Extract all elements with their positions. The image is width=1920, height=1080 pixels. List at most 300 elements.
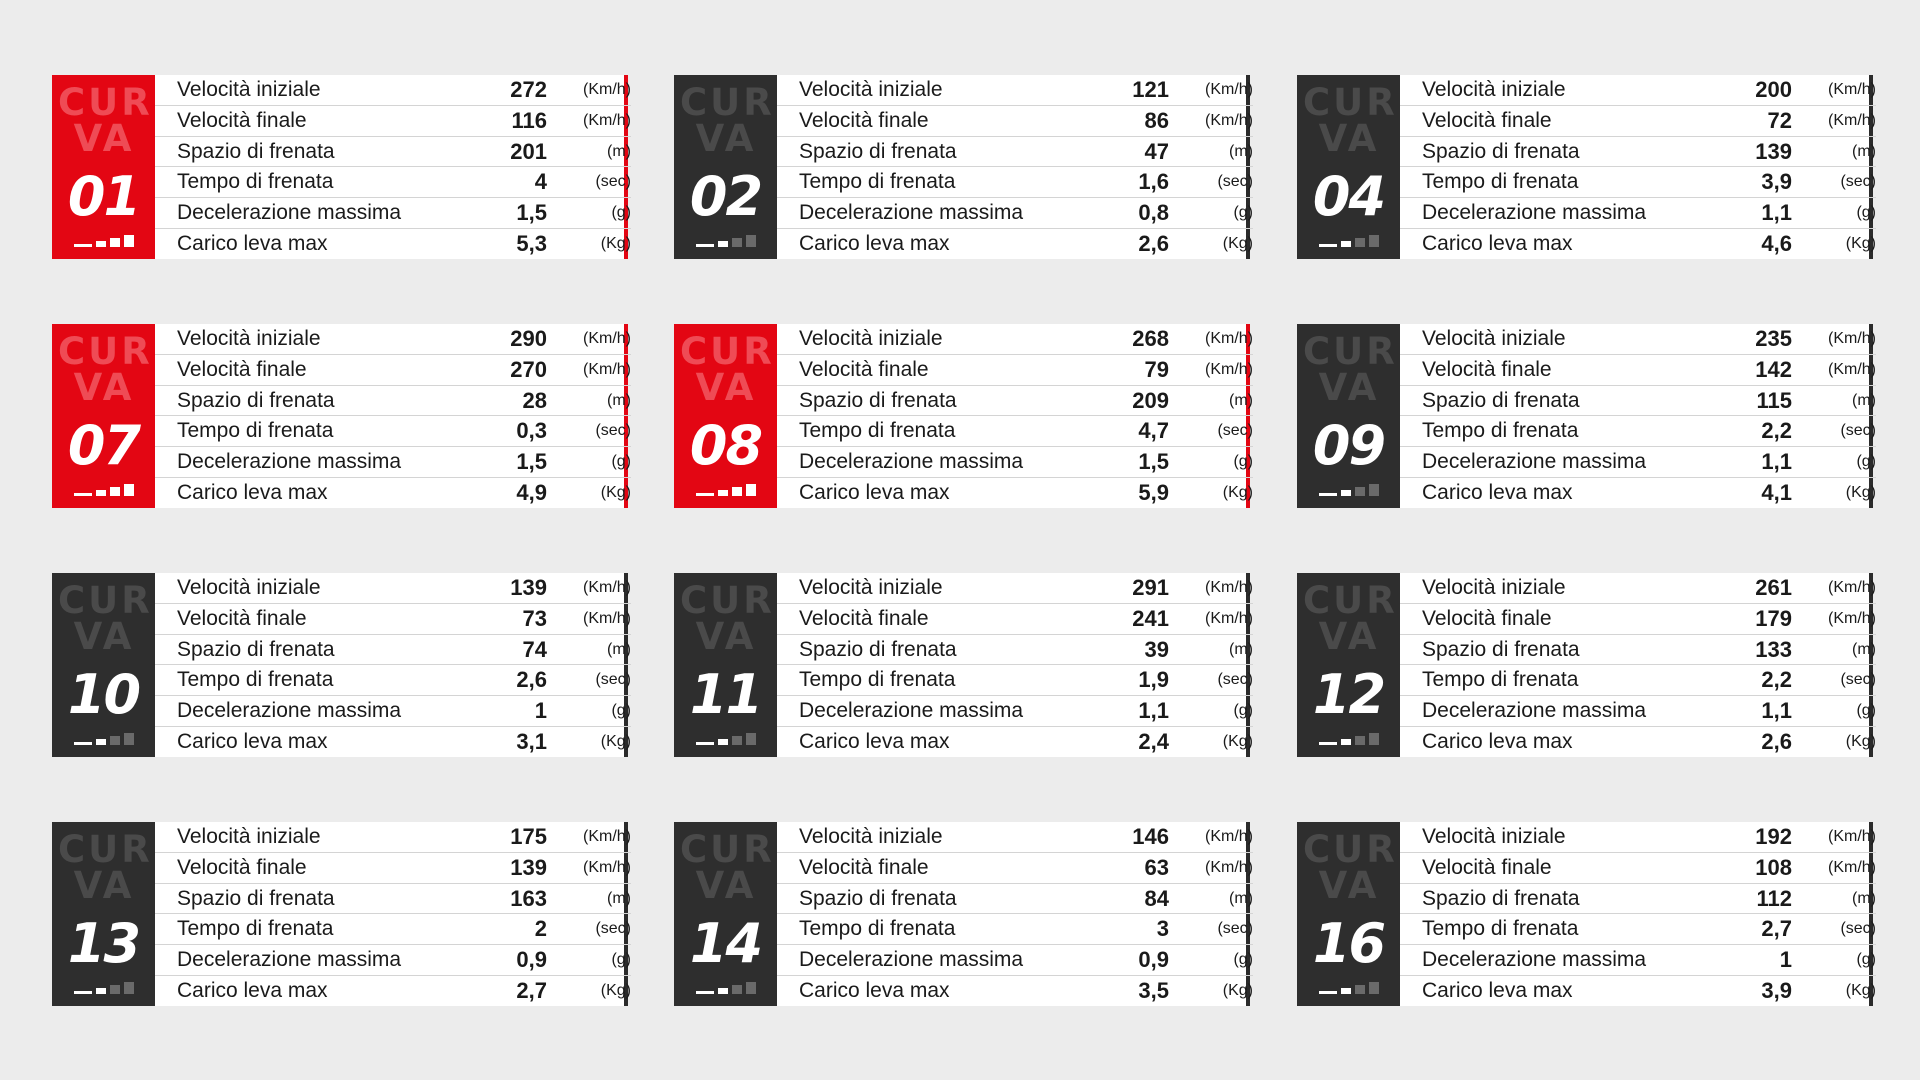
stat-unit: (Kg) [1222, 733, 1253, 751]
stat-value: 79 [1144, 356, 1169, 382]
stat-row [155, 914, 631, 945]
stat-value: 133 [1755, 636, 1792, 662]
curva-watermark: CUR VA [58, 330, 153, 409]
stat-unit: (g) [611, 453, 631, 471]
stat-unit: (sec) [1217, 920, 1253, 938]
stat-unit: (g) [1233, 951, 1253, 969]
curve-badge [674, 324, 777, 508]
stat-row [1400, 945, 1876, 976]
curve-card-02 [674, 75, 1253, 259]
stat-row [155, 137, 631, 168]
stat-value: 3,5 [1138, 978, 1169, 1004]
stat-row [777, 884, 1253, 915]
stat-value: 1,9 [1138, 667, 1169, 693]
stat-value: 63 [1144, 854, 1169, 880]
stat-row [155, 106, 631, 137]
stat-label: Spazio di frenata [799, 637, 957, 661]
stat-unit: (Km/h) [583, 80, 631, 98]
stat-row [777, 727, 1253, 757]
curva-watermark: CUR VA [1303, 330, 1398, 409]
stats-table [777, 324, 1253, 508]
stat-row [1400, 665, 1876, 696]
stat-value: 121 [1132, 76, 1169, 102]
stat-row [1400, 573, 1876, 604]
stat-value: 192 [1755, 823, 1792, 849]
stat-value: 4,9 [516, 480, 547, 506]
stat-row [155, 604, 631, 635]
stat-label: Spazio di frenata [177, 886, 335, 910]
stat-unit: (sec) [595, 422, 631, 440]
stat-label: Velocità iniziale [1422, 77, 1566, 101]
stat-unit: (Km/h) [1205, 80, 1253, 98]
curve-number: 04 [1312, 165, 1385, 228]
stat-label: Velocità finale [177, 108, 307, 132]
curve-badge [674, 573, 777, 757]
stat-label: Spazio di frenata [799, 139, 957, 163]
stat-row [777, 137, 1253, 168]
stat-value: 261 [1755, 574, 1792, 600]
stat-unit: (m) [607, 889, 631, 907]
stat-unit: (Km/h) [583, 360, 631, 378]
stats-table [777, 75, 1253, 259]
stat-label: Velocità iniziale [799, 77, 943, 101]
stat-unit: (m) [1229, 640, 1253, 658]
stat-unit: (Km/h) [1205, 111, 1253, 129]
stat-row [777, 696, 1253, 727]
stat-label: Carico leva max [799, 232, 950, 256]
stat-label: Tempo di frenata [799, 419, 956, 443]
curve-number: 10 [67, 663, 140, 726]
stat-label: Tempo di frenata [1422, 170, 1579, 194]
curva-watermark: CUR VA [58, 579, 153, 658]
stat-unit: (g) [1856, 204, 1876, 222]
stat-value: 270 [510, 356, 547, 382]
stat-label: Carico leva max [177, 730, 328, 754]
stat-unit: (Kg) [1845, 982, 1876, 1000]
stat-unit: (m) [1852, 391, 1876, 409]
stat-unit: (m) [1852, 142, 1876, 160]
stat-label: Velocità iniziale [177, 326, 321, 350]
stat-row [155, 229, 631, 259]
stat-unit: (Kg) [600, 235, 631, 253]
stats-table [1400, 822, 1876, 1006]
stat-row [777, 386, 1253, 417]
stat-unit: (m) [1229, 142, 1253, 160]
stat-unit: (g) [1233, 204, 1253, 222]
stat-unit: (m) [1852, 640, 1876, 658]
stat-label: Velocità finale [799, 357, 929, 381]
curve-card-11 [674, 573, 1253, 757]
stat-label: Spazio di frenata [799, 886, 957, 910]
stat-value: 142 [1755, 356, 1792, 382]
stats-table [155, 75, 631, 259]
stat-row [1400, 635, 1876, 666]
stat-row [777, 75, 1253, 106]
stats-table [155, 573, 631, 757]
brake-bars-icon [1319, 729, 1383, 745]
stat-label: Carico leva max [1422, 979, 1573, 1003]
stat-value: 290 [510, 325, 547, 351]
stat-unit: (sec) [1217, 173, 1253, 191]
stat-row [155, 447, 631, 478]
stat-value: 84 [1144, 885, 1169, 911]
stat-unit: (Km/h) [583, 578, 631, 596]
curve-card-07 [52, 324, 631, 508]
stat-unit: (sec) [595, 920, 631, 938]
stat-unit: (Km/h) [583, 827, 631, 845]
stat-value: 139 [510, 854, 547, 880]
stat-row [155, 386, 631, 417]
stat-value: 0,8 [1138, 200, 1169, 226]
stat-value: 139 [1755, 138, 1792, 164]
stat-row [777, 822, 1253, 853]
stat-label: Velocità iniziale [1422, 326, 1566, 350]
stat-unit: (g) [1856, 702, 1876, 720]
stat-row [777, 229, 1253, 259]
stat-value: 241 [1132, 605, 1169, 631]
stat-unit: (m) [607, 391, 631, 409]
stat-label: Spazio di frenata [1422, 886, 1580, 910]
stats-table [777, 573, 1253, 757]
stat-value: 268 [1132, 325, 1169, 351]
curve-card-08 [674, 324, 1253, 508]
stat-label: Tempo di frenata [799, 170, 956, 194]
stat-value: 47 [1144, 138, 1169, 164]
stat-label: Tempo di frenata [1422, 419, 1579, 443]
stat-label: Tempo di frenata [1422, 668, 1579, 692]
curva-watermark: CUR VA [1303, 579, 1398, 658]
stat-value: 2,6 [1761, 729, 1792, 755]
stat-label: Velocità iniziale [1422, 575, 1566, 599]
stat-row [1400, 822, 1876, 853]
curve-badge [1297, 573, 1400, 757]
stat-label: Spazio di frenata [799, 388, 957, 412]
curva-watermark: CUR VA [680, 330, 775, 409]
curve-badge [1297, 324, 1400, 508]
stat-unit: (Km/h) [1828, 827, 1876, 845]
stat-value: 2 [534, 916, 547, 942]
stat-row [777, 324, 1253, 355]
stats-table [155, 822, 631, 1006]
stat-value: 175 [510, 823, 547, 849]
stat-unit: (g) [1233, 453, 1253, 471]
stat-row [155, 416, 631, 447]
stat-value: 1,5 [1138, 449, 1169, 475]
stat-unit: (Km/h) [1828, 80, 1876, 98]
stat-label: Tempo di frenata [1422, 917, 1579, 941]
stat-row [777, 604, 1253, 635]
stat-value: 163 [510, 885, 547, 911]
curve-badge [52, 324, 155, 508]
stat-unit: (Km/h) [583, 609, 631, 627]
brake-bars-icon [1319, 978, 1383, 994]
brake-bars-icon [1319, 231, 1383, 247]
stat-value: 0,9 [516, 947, 547, 973]
stat-row [155, 478, 631, 508]
stat-row [777, 635, 1253, 666]
stat-label: Tempo di frenata [177, 170, 334, 194]
curve-number: 09 [1312, 414, 1385, 477]
stat-unit: (Kg) [600, 484, 631, 502]
stat-unit: (sec) [595, 671, 631, 689]
stat-value: 1,1 [1761, 449, 1792, 475]
stat-label: Decelerazione massima [799, 948, 1024, 972]
stat-row [777, 355, 1253, 386]
stats-table [1400, 324, 1876, 508]
stat-unit: (Km/h) [583, 329, 631, 347]
stat-label: Velocità iniziale [177, 575, 321, 599]
stat-row [1400, 447, 1876, 478]
stat-value: 3,1 [516, 729, 547, 755]
stat-value: 112 [1756, 885, 1792, 911]
stat-value: 0,9 [1138, 947, 1169, 973]
stat-label: Velocità iniziale [177, 77, 321, 101]
stat-label: Decelerazione massima [1422, 948, 1647, 972]
stat-unit: (g) [611, 951, 631, 969]
stat-value: 4,1 [1761, 480, 1792, 506]
curve-number: 16 [1312, 912, 1385, 975]
stat-unit: (sec) [1840, 422, 1876, 440]
stat-row [155, 573, 631, 604]
stat-label: Velocità finale [177, 855, 307, 879]
stat-label: Spazio di frenata [177, 139, 335, 163]
stat-unit: (m) [607, 640, 631, 658]
stat-label: Decelerazione massima [799, 699, 1024, 723]
stat-unit: (m) [1229, 391, 1253, 409]
curve-badge [1297, 75, 1400, 259]
stat-label: Decelerazione massima [799, 201, 1024, 225]
stat-row [1400, 106, 1876, 137]
stat-value: 3,9 [1761, 169, 1792, 195]
stat-unit: (Km/h) [1205, 329, 1253, 347]
curve-card-12 [1297, 573, 1876, 757]
stat-label: Carico leva max [1422, 481, 1573, 505]
curve-number: 12 [1312, 663, 1385, 726]
stat-row [155, 976, 631, 1006]
stat-value: 1 [534, 698, 547, 724]
stat-value: 73 [522, 605, 547, 631]
stat-unit: (g) [611, 204, 631, 222]
curva-watermark: CUR VA [58, 81, 153, 160]
stat-label: Decelerazione massima [799, 450, 1024, 474]
stat-label: Velocità finale [799, 108, 929, 132]
stat-row [1400, 229, 1876, 259]
stat-label: Carico leva max [799, 481, 950, 505]
stat-value: 2,6 [516, 667, 547, 693]
stat-label: Tempo di frenata [177, 917, 334, 941]
stat-label: Decelerazione massima [177, 948, 402, 972]
stat-value: 4 [534, 169, 547, 195]
stat-row [155, 635, 631, 666]
stat-unit: (Km/h) [1828, 360, 1876, 378]
curve-card-16 [1297, 822, 1876, 1006]
stat-label: Velocità finale [1422, 606, 1552, 630]
brake-bars-icon [696, 729, 760, 745]
stat-label: Carico leva max [1422, 730, 1573, 754]
curva-watermark: CUR VA [1303, 81, 1398, 160]
stat-row [1400, 853, 1876, 884]
stat-unit: (Kg) [1845, 484, 1876, 502]
curve-number: 07 [67, 414, 140, 477]
stat-value: 2,6 [1138, 231, 1169, 257]
stat-value: 1,5 [516, 200, 547, 226]
stat-row [155, 822, 631, 853]
stat-row [1400, 324, 1876, 355]
stat-label: Velocità iniziale [799, 575, 943, 599]
stat-unit: (m) [1229, 889, 1253, 907]
stat-value: 2,7 [516, 978, 547, 1004]
stat-row [777, 914, 1253, 945]
stat-value: 235 [1755, 325, 1792, 351]
stat-unit: (g) [611, 702, 631, 720]
stat-label: Carico leva max [799, 979, 950, 1003]
stat-value: 74 [522, 636, 547, 662]
stat-row [1400, 914, 1876, 945]
stat-row [155, 324, 631, 355]
stat-label: Tempo di frenata [177, 419, 334, 443]
stat-label: Velocità finale [1422, 357, 1552, 381]
stat-value: 179 [1755, 605, 1792, 631]
stat-row [1400, 386, 1876, 417]
stat-unit: (Kg) [600, 733, 631, 751]
curve-badge [52, 822, 155, 1006]
stat-value: 39 [1144, 636, 1169, 662]
stat-row [1400, 167, 1876, 198]
brake-bars-icon [74, 480, 138, 496]
stat-value: 146 [1132, 823, 1169, 849]
stat-row [1400, 727, 1876, 757]
stat-label: Decelerazione massima [1422, 699, 1647, 723]
stat-label: Spazio di frenata [1422, 388, 1580, 412]
brake-bars-icon [74, 729, 138, 745]
curve-card-14 [674, 822, 1253, 1006]
stat-label: Velocità iniziale [799, 824, 943, 848]
stat-value: 3 [1156, 916, 1169, 942]
stat-row [155, 167, 631, 198]
curve-badge [1297, 822, 1400, 1006]
stat-row [1400, 884, 1876, 915]
brake-bars-icon [696, 231, 760, 247]
stat-unit: (Kg) [1222, 484, 1253, 502]
stat-value: 1,5 [516, 449, 547, 475]
stat-value: 2,2 [1761, 418, 1792, 444]
stat-label: Decelerazione massima [177, 450, 402, 474]
curva-watermark: CUR VA [680, 828, 775, 907]
curva-watermark: CUR VA [680, 81, 775, 160]
stat-label: Spazio di frenata [177, 388, 335, 412]
brake-bars-icon [74, 978, 138, 994]
stat-row [777, 447, 1253, 478]
stat-unit: (Kg) [1845, 235, 1876, 253]
stat-value: 86 [1144, 107, 1169, 133]
stat-label: Velocità finale [799, 606, 929, 630]
stat-unit: (Km/h) [583, 858, 631, 876]
stat-row [1400, 355, 1876, 386]
curve-card-09 [1297, 324, 1876, 508]
stat-label: Spazio di frenata [1422, 139, 1580, 163]
stats-table [155, 324, 631, 508]
stat-unit: (Km/h) [1828, 111, 1876, 129]
stat-row [1400, 198, 1876, 229]
stat-label: Velocità iniziale [177, 824, 321, 848]
stat-value: 1,1 [1138, 698, 1169, 724]
stats-table [1400, 573, 1876, 757]
stat-unit: (sec) [595, 173, 631, 191]
stat-row [1400, 604, 1876, 635]
stat-unit: (Kg) [1845, 733, 1876, 751]
stat-row [777, 106, 1253, 137]
stat-value: 201 [510, 138, 547, 164]
stat-unit: (m) [607, 142, 631, 160]
curve-card-04 [1297, 75, 1876, 259]
stat-row [155, 884, 631, 915]
stat-value: 2,7 [1761, 916, 1792, 942]
stat-row [155, 665, 631, 696]
stat-row [777, 167, 1253, 198]
stat-label: Velocità iniziale [1422, 824, 1566, 848]
stat-row [155, 727, 631, 757]
stat-row [777, 945, 1253, 976]
stat-value: 3,9 [1761, 978, 1792, 1004]
stat-value: 115 [1756, 387, 1792, 413]
stat-row [155, 355, 631, 386]
stat-label: Velocità finale [799, 855, 929, 879]
stat-value: 72 [1767, 107, 1792, 133]
stat-unit: (Km/h) [1205, 609, 1253, 627]
stat-row [777, 198, 1253, 229]
stat-unit: (Km/h) [1828, 578, 1876, 596]
stat-value: 200 [1755, 76, 1792, 102]
brake-bars-icon [696, 978, 760, 994]
curva-watermark: CUR VA [1303, 828, 1398, 907]
stat-row [155, 853, 631, 884]
curve-number: 13 [67, 912, 140, 975]
stat-label: Decelerazione massima [177, 699, 402, 723]
stat-unit: (Kg) [1222, 235, 1253, 253]
stat-value: 1,1 [1761, 698, 1792, 724]
stat-row [155, 945, 631, 976]
stat-unit: (Km/h) [1205, 858, 1253, 876]
stat-row [155, 75, 631, 106]
stat-value: 1,1 [1761, 200, 1792, 226]
brake-bars-icon [74, 231, 138, 247]
stat-row [1400, 696, 1876, 727]
stats-table [777, 822, 1253, 1006]
curve-badge [674, 822, 777, 1006]
stat-value: 2,2 [1761, 667, 1792, 693]
stat-row [777, 416, 1253, 447]
stat-label: Velocità finale [1422, 855, 1552, 879]
stat-unit: (Km/h) [583, 111, 631, 129]
curve-card-01 [52, 75, 631, 259]
stat-value: 209 [1132, 387, 1169, 413]
curve-number: 08 [689, 414, 762, 477]
stat-label: Decelerazione massima [1422, 201, 1647, 225]
curve-badge [674, 75, 777, 259]
stat-value: 4,7 [1138, 418, 1169, 444]
stat-value: 0,3 [516, 418, 547, 444]
stat-row [155, 696, 631, 727]
stat-unit: (Km/h) [1828, 609, 1876, 627]
stat-label: Carico leva max [177, 979, 328, 1003]
stat-label: Carico leva max [177, 232, 328, 256]
stat-value: 5,9 [1138, 480, 1169, 506]
stat-row [777, 665, 1253, 696]
stat-row [777, 478, 1253, 508]
stat-row [1400, 75, 1876, 106]
stat-unit: (sec) [1217, 422, 1253, 440]
curva-watermark: CUR VA [58, 828, 153, 907]
